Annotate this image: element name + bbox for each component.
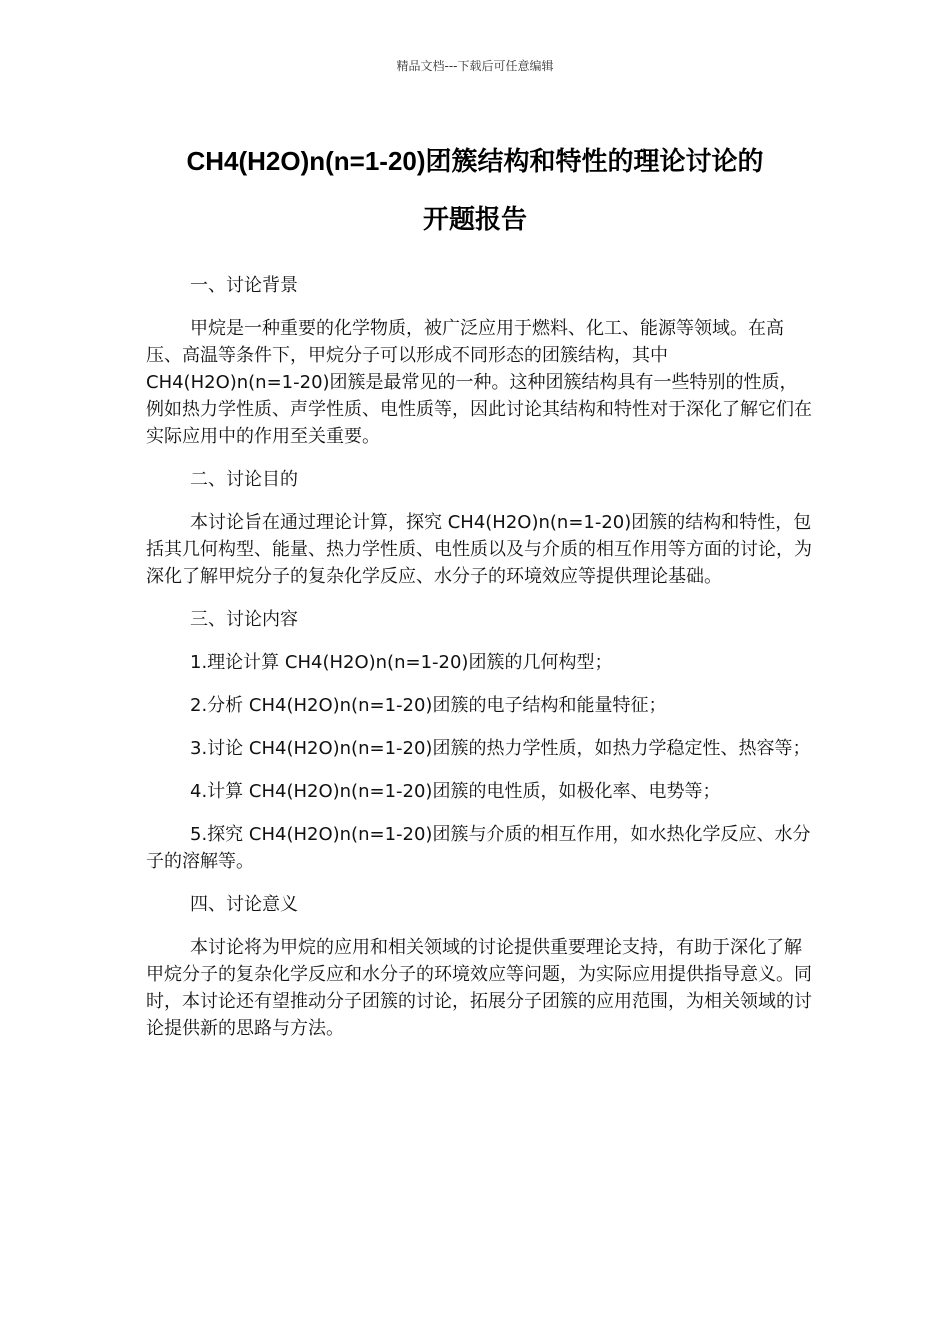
- document-title-line-2: 开题报告: [422, 204, 527, 234]
- document-title-line-1: CH4(H2O)n(n=1-20)团簇结构和特性的理论讨论的: [186, 146, 764, 176]
- section-heading-background: 一、讨论背景: [190, 275, 298, 296]
- section-heading-purpose: 二、讨论目的: [190, 469, 298, 490]
- section-paragraph-background: 甲烷是一种重要的化学物质，被广泛应用于燃料、化工、能源等领域。在高压、高温等条件下，甲烷分子可以形成不同形态的团簇结构，其中 CH4(H2O)n(n=1-20)团簇是最常见的一种。这种团簇结构具有一些特别的性质，例如热力学性质、声学性质、电性质等，因此讨论其结构和特性对于深化了解它们在实际应用中的作用至关重要。: [146, 318, 812, 447]
- content-list-item: 1.理论计算 CH4(H2O)n(n=1-20)团簇的几何构型；: [190, 652, 613, 673]
- content-list-item: 2.分析 CH4(H2O)n(n=1-20)团簇的电子结构和能量特征；: [190, 695, 667, 716]
- content-list-item: 5.探究 CH4(H2O)n(n=1-20)团簇与介质的相互作用，如水热化学反应、水分子的溶解等。: [146, 824, 811, 872]
- section-heading-content: 三、讨论内容: [190, 609, 298, 630]
- document-body: [146, 272, 814, 1058]
- section-paragraph-purpose: 本讨论旨在通过理论计算，探究 CH4(H2O)n(n=1-20)团簇的结构和特性，包括其几何构型、能量、热力学性质、电性质以及与介质的相互作用等方面的讨论，为深化了解甲烷分子的复杂化学反应、水分子的环境效应等提供理论基础。: [146, 512, 812, 587]
- page-header-note: 精品文档---下载后可任意编辑: [396, 59, 554, 73]
- section-paragraph-significance: 本讨论将为甲烷的应用和相关领域的讨论提供重要理论支持，有助于深化了解甲烷分子的复杂化学反应和水分子的环境效应等问题，为实际应用提供指导意义。同时，本讨论还有望推动分子团簇的讨论，拓展分子团簇的应用范围，为相关领域的讨论提供新的思路与方法。: [146, 937, 812, 1039]
- section-heading-significance: 四、讨论意义: [190, 894, 298, 915]
- content-list-item: 3.讨论 CH4(H2O)n(n=1-20)团簇的热力学性质，如热力学稳定性、热容等；: [190, 738, 811, 759]
- document-title: [100, 132, 850, 248]
- content-list-item: 4.计算 CH4(H2O)n(n=1-20)团簇的电性质，如极化率、电势等；: [190, 781, 721, 802]
